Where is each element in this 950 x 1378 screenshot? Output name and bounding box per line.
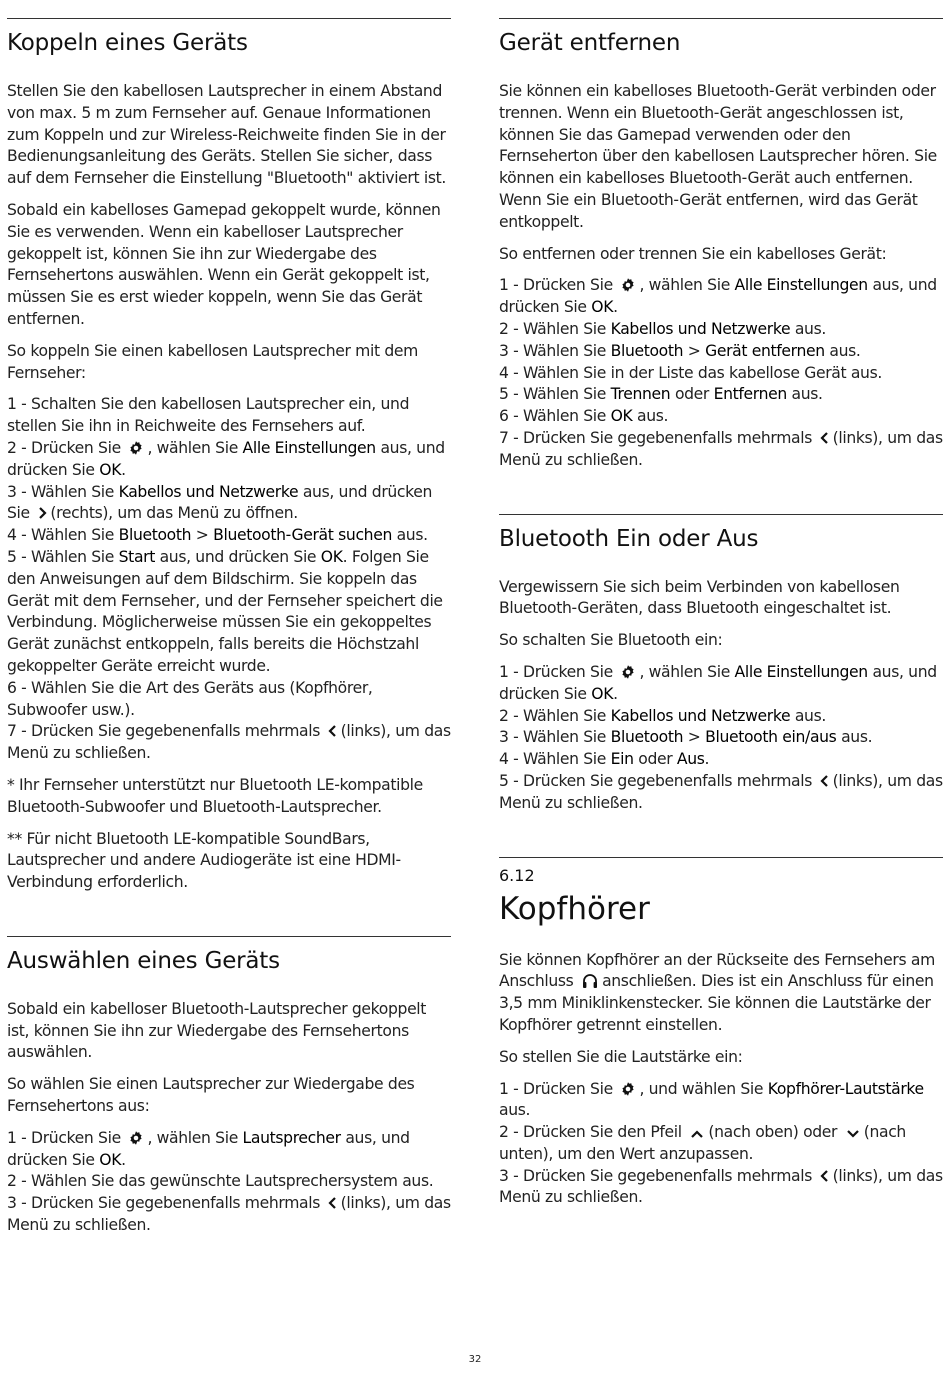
paragraph: Stellen Sie den kabellosen Lautsprecher in einem Abstand von max. 5 m zum Fernseher auf. Genaue Informationen zum Koppeln und zur Wireless-Reichweite finden Sie in der Bedienungsanleitung des Geräts. Stellen Sie sicher, dass auf dem Fernseher die Einstellung "Bluetooth" aktiviert ist. — [7, 82, 446, 188]
step-2: 2 - Wählen Sie das gewünschte Lautsprechersystem aus. — [7, 1172, 434, 1191]
step-2: 2 - Wählen Sie Kabellos und Netzwerke aus. — [499, 319, 826, 338]
step-list — [7, 394, 451, 765]
paragraph: Sobald ein kabelloses Gamepad gekoppelt wurde, können Sie es verwenden. Wenn ein kabelloser Lautsprecher gekoppelt ist, können Sie ihn zur Wiedergabe des Fernsehertons auswählen. Wenn ein Gerät gekoppelt ist, müssen Sie es erst wieder koppeln, wenn Sie das Gerät entfernen. — [7, 200, 441, 328]
step-1: 1 - Schalten Sie den kabellosen Lautsprecher ein, und stellen Sie ihn in Reichweite des Fernsehers auf. — [7, 395, 410, 436]
step-list — [499, 275, 943, 471]
gear-icon — [620, 664, 636, 680]
step-4: 4 - Wählen Sie Bluetooth > Bluetooth-Gerät suchen aus. — [7, 526, 428, 545]
chevron-left-icon — [820, 773, 830, 789]
section-title: Bluetooth Ein oder Aus — [499, 525, 759, 552]
paragraph: Vergewissern Sie sich beim Verbinden von kabellosen Bluetooth-Geräten, dass Bluetooth eingeschaltet ist. — [499, 577, 900, 618]
step-list — [499, 1079, 943, 1210]
right-column — [499, 18, 943, 1219]
chapter-number: 6.12 — [499, 865, 535, 885]
step-1: 1 - Drücken Sie , und wählen Sie Kopfhörer-Lautstärke aus. — [499, 1079, 924, 1120]
step-4: 4 - Wählen Sie in der Liste das kabellose Gerät aus. — [499, 363, 882, 382]
step-7: 7 - Drücken Sie gegebenenfalls mehrmals (links), um das Menü zu schließen. — [7, 722, 451, 763]
step-6: 6 - Wählen Sie die Art des Geräts aus (Kopfhörer, Subwoofer usw.). — [7, 678, 373, 719]
step-3: 3 - Wählen Sie Bluetooth > Gerät entfernen aus. — [499, 341, 861, 360]
step-5: 5 - Wählen Sie Start aus, und drücken Sie OK. Folgen Sie den Anweisungen auf dem Bildschirm. Sie koppeln das Gerät mit dem Fernseher, und der Fernseher speichert die Verbindung. Möglicherweise müssen Sie ein gekoppeltes Gerät zunächst entkoppeln, falls bereits die Höchstzahl gekoppelter Geräte erreicht wurde. — [7, 547, 443, 675]
step-2: 2 - Wählen Sie Kabellos und Netzwerke aus. — [499, 706, 826, 725]
chevron-left-icon — [328, 1195, 338, 1211]
section-title: Koppeln eines Geräts — [7, 30, 248, 56]
gear-icon — [620, 1081, 636, 1097]
section-kopfhoerer — [499, 857, 943, 1210]
section-entfernen — [499, 18, 943, 472]
step-1: 1 - Drücken Sie , wählen Sie Alle Einstellungen aus, und drücken Sie OK. — [499, 662, 937, 703]
section-title: Gerät entfernen — [499, 30, 681, 56]
step-2: 2 - Drücken Sie den Pfeil (nach oben) oder (nach unten), um den Wert anzupassen. — [499, 1123, 906, 1163]
gear-icon — [128, 1130, 144, 1146]
step-3: 3 - Wählen Sie Kabellos und Netzwerke aus, und drücken Sie (rechts), um das Menü zu öffnen. — [7, 482, 433, 523]
chevron-down-icon — [845, 1128, 861, 1140]
page-number: 32 — [468, 1354, 482, 1365]
chevron-right-icon — [37, 505, 47, 521]
step-list — [499, 662, 943, 815]
step-7: 7 - Drücken Sie gegebenenfalls mehrmals (links), um das Menü zu schließen. — [499, 428, 943, 469]
step-1: 1 - Drücken Sie , wählen Sie Lautsprecher aus, und drücken Sie OK. — [7, 1128, 410, 1169]
step-3: 3 - Drücken Sie gegebenenfalls mehrmals (links), um das Menü zu schließen. — [7, 1194, 451, 1235]
footnote: ** Für nicht Bluetooth LE-kompatible SoundBars, Lautsprecher und andere Audiogeräte ist eine HDMI-Verbindung erforderlich. — [7, 829, 401, 892]
section-koppeln — [7, 18, 451, 894]
paragraph: Sobald ein kabelloser Bluetooth-Lautsprecher gekoppelt ist, können Sie ihn zur Wiedergabe des Fernsehertons auswählen. — [7, 999, 427, 1062]
step-6: 6 - Wählen Sie OK aus. — [499, 407, 669, 426]
headphones-icon — [581, 972, 599, 989]
step-4: 4 - Wählen Sie Ein oder Aus. — [499, 750, 710, 769]
step-2: 2 - Drücken Sie , wählen Sie Alle Einstellungen aus, und drücken Sie OK. — [7, 438, 445, 479]
chevron-left-icon — [328, 723, 338, 739]
section-title: Auswählen eines Geräts — [7, 947, 280, 974]
chevron-up-icon — [689, 1128, 705, 1140]
paragraph: So stellen Sie die Lautstärke ein: — [499, 1047, 743, 1066]
step-5: 5 - Drücken Sie gegebenenfalls mehrmals (links), um das Menü zu schließen. — [499, 771, 943, 812]
gear-icon — [620, 277, 636, 293]
paragraph: Sie können Kopfhörer an der Rückseite des Fernsehers am Anschluss anschließen. Dies ist ein Anschluss für einen 3,5 mm Miniklinkenstecker. Sie können die Lautstärke der Kopfhörer getrennt einstellen. — [499, 950, 935, 1034]
section-auswaehlen — [7, 936, 451, 1237]
footnote: * Ihr Fernseher unterstützt nur Bluetooth LE-kompatible Bluetooth-Subwoofer und Bluetooth-Lautsprecher. — [7, 775, 423, 816]
section-ein-aus — [499, 514, 943, 815]
step-list — [7, 1128, 451, 1237]
step-5: 5 - Wählen Sie Trennen oder Entfernen aus. — [499, 385, 823, 404]
paragraph: So schalten Sie Bluetooth ein: — [499, 631, 723, 650]
paragraph: So wählen Sie einen Lautsprecher zur Wiedergabe des Fernsehertons aus: — [7, 1075, 415, 1116]
chapter-title: Kopfhörer — [499, 890, 650, 927]
paragraph: So entfernen oder trennen Sie ein kabelloses Gerät: — [499, 244, 887, 263]
paragraph: So koppeln Sie einen kabellosen Lautsprecher mit dem Fernseher: — [7, 341, 418, 382]
paragraph: Sie können ein kabelloses Bluetooth-Gerät verbinden oder trennen. Wenn ein Bluetooth-Gerät angeschlossen ist, können Sie das Gamepad verwenden oder den Fernseherton über den kabellosen Lautsprecher hören. Sie können ein kabelloses Bluetooth-Gerät auch entfernen. Wenn Sie ein Bluetooth-Gerät entfernen, wird das Gerät entkoppelt. — [499, 82, 937, 231]
step-3: 3 - Wählen Sie Bluetooth > Bluetooth ein/aus aus. — [499, 728, 873, 747]
chevron-left-icon — [820, 430, 830, 446]
step-3: 3 - Drücken Sie gegebenenfalls mehrmals (links), um das Menü zu schließen. — [499, 1166, 943, 1207]
gear-icon — [128, 440, 144, 456]
step-1: 1 - Drücken Sie , wählen Sie Alle Einstellungen aus, und drücken Sie OK. — [499, 276, 937, 317]
left-column — [7, 18, 451, 1247]
chevron-left-icon — [820, 1168, 830, 1184]
